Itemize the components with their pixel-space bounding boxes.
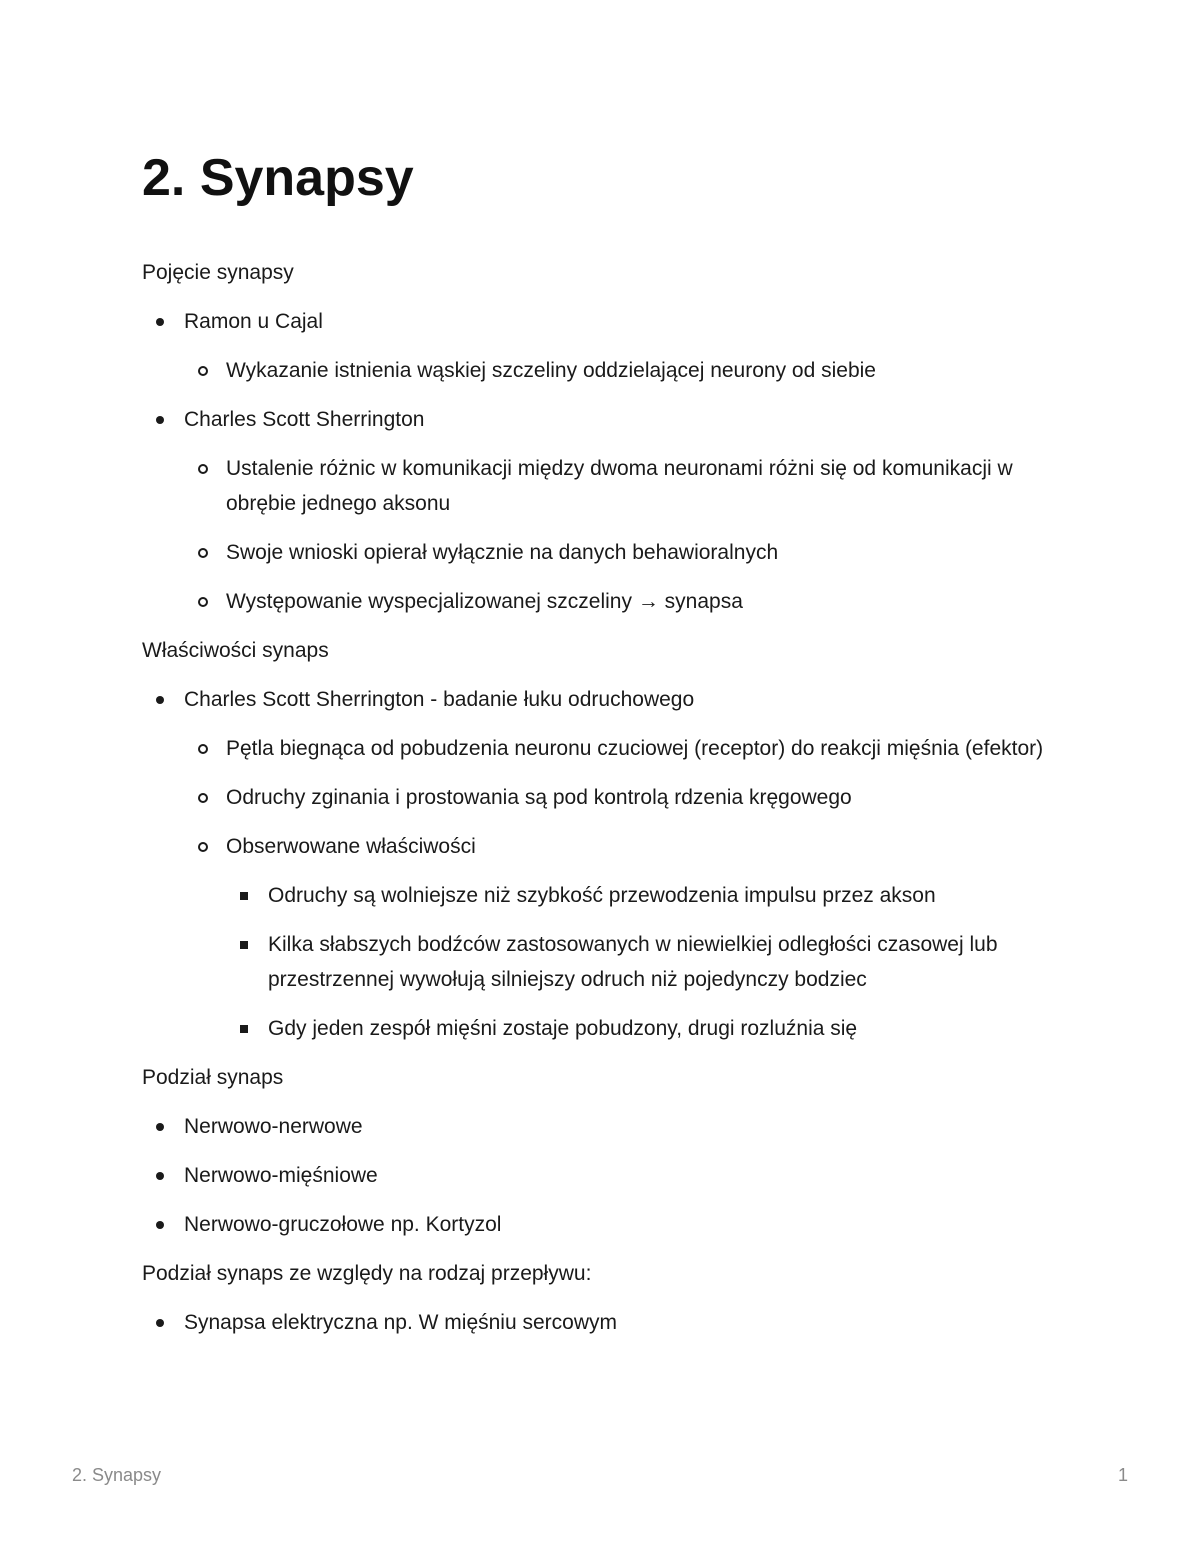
list-item-text: Ramon u Cajal bbox=[184, 310, 323, 333]
list-item-text: Występowanie wyspecjalizowanej szczeliny → synapsa bbox=[226, 590, 743, 613]
list-item bbox=[184, 353, 1062, 388]
footer-title: 2. Synapsy bbox=[72, 1465, 162, 1485]
list-item bbox=[226, 878, 1062, 913]
list-item-text: Obserwowane właściwości bbox=[226, 835, 476, 858]
list-item bbox=[142, 304, 1062, 388]
list-item bbox=[226, 1011, 1062, 1046]
list-item bbox=[142, 1158, 1062, 1193]
list-item-text: Odruchy zginania i prostowania są pod kontrolą rdzenia kręgowego bbox=[226, 786, 852, 809]
circle-bullet-icon bbox=[198, 597, 208, 607]
list-item-text: Odruchy są wolniejsze niż szybkość przewodzenia impulsu przez akson bbox=[268, 884, 936, 907]
circle-bullet-icon bbox=[198, 744, 208, 754]
list-item bbox=[142, 1305, 1062, 1340]
list-item bbox=[184, 584, 1062, 619]
sub-bullet-list bbox=[184, 451, 1062, 619]
circle-bullet-icon bbox=[198, 793, 208, 803]
square-bullet-icon bbox=[240, 941, 248, 949]
disc-bullet-icon bbox=[156, 1221, 164, 1229]
list-item bbox=[142, 1207, 1062, 1242]
disc-bullet-icon bbox=[156, 1123, 164, 1131]
list-item bbox=[184, 451, 1062, 521]
disc-bullet-icon bbox=[156, 696, 164, 704]
list-item-text: Swoje wnioski opierał wyłącznie na danych behawioralnych bbox=[226, 541, 779, 564]
circle-bullet-icon bbox=[198, 464, 208, 474]
list-item-text: Charles Scott Sherrington - badanie łuku odruchowego bbox=[184, 688, 695, 711]
list-item-text: Ustalenie różnic w komunikacji między dwoma neuronami różni się od komunikacji w obrębie jednego aksonu bbox=[226, 457, 1013, 515]
section-heading-pojecie: Pojęcie synapsy bbox=[142, 261, 294, 284]
list-item-text: Pętla biegnąca od pobudzenia neuronu czuciowej (receptor) do reakcji mięśnia (efektor) bbox=[226, 737, 1044, 760]
list-item-text: Synapsa elektryczna np. W mięśniu sercowym bbox=[184, 1311, 617, 1334]
disc-bullet-icon bbox=[156, 1319, 164, 1327]
list-item-text: Wykazanie istnienia wąskiej szczeliny oddzielającej neurony od siebie bbox=[226, 359, 876, 382]
bullet-list bbox=[142, 304, 1062, 619]
document-body bbox=[142, 255, 1062, 1354]
sub-sub-bullet-list bbox=[226, 878, 1062, 1046]
bullet-list bbox=[142, 1109, 1062, 1242]
bullet-list bbox=[142, 1305, 1062, 1340]
list-item-text: Kilka słabszych bodźców zastosowanych w niewielkiej odległości czasowej lub przestrzennej wywołują silniejszy odruch niż pojedynczy bodziec bbox=[268, 933, 998, 991]
list-item bbox=[184, 829, 1062, 1046]
section-heading-podzial: Podział synaps bbox=[142, 1066, 284, 1089]
list-item-text: Nerwowo-nerwowe bbox=[184, 1115, 363, 1138]
list-item bbox=[184, 535, 1062, 570]
list-item bbox=[184, 731, 1062, 766]
square-bullet-icon bbox=[240, 1025, 248, 1033]
sub-bullet-list bbox=[184, 353, 1062, 388]
list-item-text: Charles Scott Sherrington bbox=[184, 408, 425, 431]
disc-bullet-icon bbox=[156, 1172, 164, 1180]
list-item bbox=[226, 927, 1062, 997]
bullet-list bbox=[142, 682, 1062, 1046]
list-item bbox=[142, 1109, 1062, 1144]
section-heading-przeplyw: Podział synaps ze względy na rodzaj przepływu: bbox=[142, 1262, 592, 1285]
list-item-text: Nerwowo-gruczołowe np. Kortyzol bbox=[184, 1213, 502, 1236]
square-bullet-icon bbox=[240, 892, 248, 900]
circle-bullet-icon bbox=[198, 366, 208, 376]
list-item-text: Gdy jeden zespół mięśni zostaje pobudzony, drugi rozluźnia się bbox=[268, 1017, 858, 1040]
list-item bbox=[184, 780, 1062, 815]
circle-bullet-icon bbox=[198, 842, 208, 852]
disc-bullet-icon bbox=[156, 318, 164, 326]
page-number: 1 bbox=[1117, 1465, 1128, 1485]
list-item bbox=[142, 682, 1062, 1046]
sub-bullet-list bbox=[184, 731, 1062, 1046]
circle-bullet-icon bbox=[198, 548, 208, 558]
list-item bbox=[142, 402, 1062, 619]
list-item-text: Nerwowo-mięśniowe bbox=[184, 1164, 378, 1187]
disc-bullet-icon bbox=[156, 416, 164, 424]
section-heading-wlasciwosci: Właściwości synaps bbox=[142, 639, 329, 662]
page-title: 2. Synapsy bbox=[142, 149, 414, 207]
